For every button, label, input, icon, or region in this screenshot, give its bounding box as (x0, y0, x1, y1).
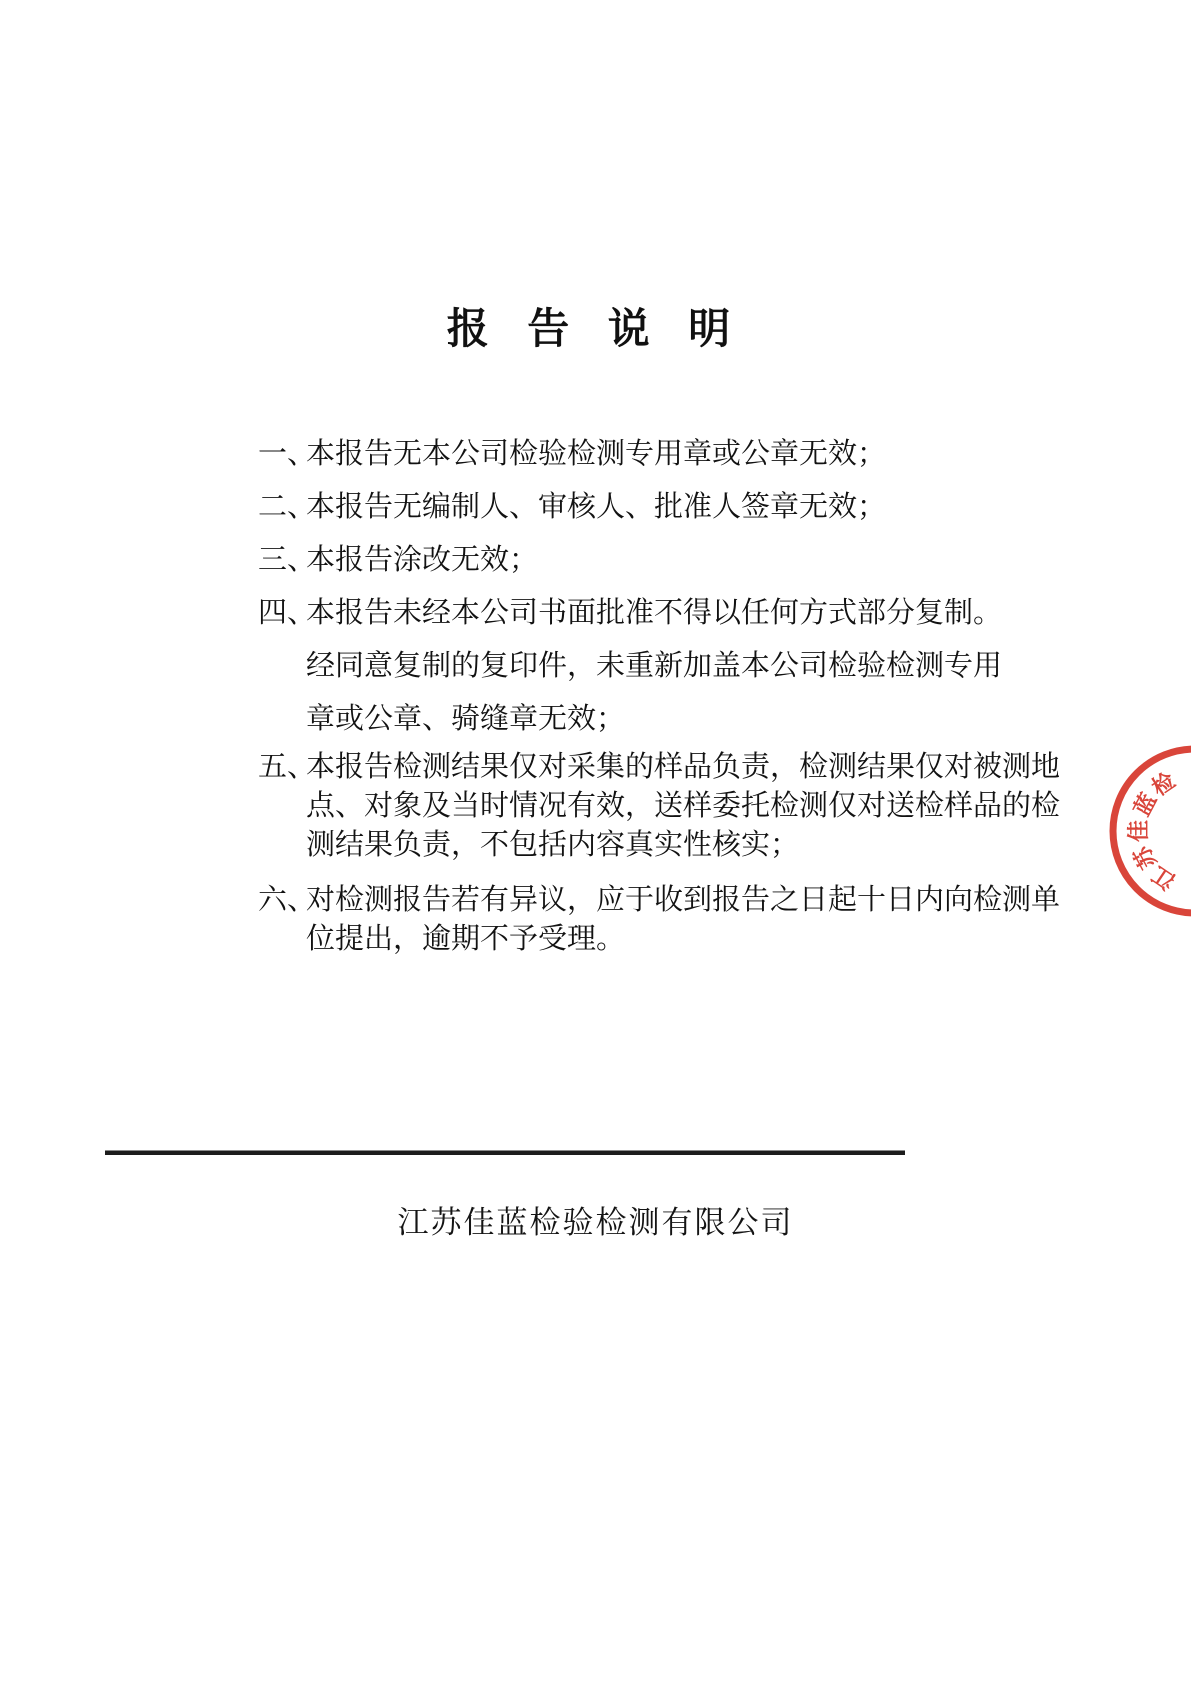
seal-char: 江 (1147, 861, 1180, 895)
list-item-5 (258, 748, 1061, 865)
item-text: 位提出，逾期不予受理。 (306, 923, 626, 955)
seal-icon (1106, 742, 1191, 920)
item-number: 一、 (258, 438, 317, 470)
item-number: 五、 (258, 751, 317, 783)
item-text: 章或公章、骑缝章无效； (306, 703, 626, 735)
item-text: 经同意复制的复印件，未重新加盖本公司检验检测专用 (306, 650, 1003, 682)
list-item-4 (258, 587, 1003, 746)
item-text: 本报告无编制人、审核人、批准人签章无效； (306, 491, 887, 523)
item-text: 本报告无本公司检验检测专用章或公章无效； (306, 438, 887, 470)
list-item-3 (258, 534, 998, 587)
item-number: 三、 (258, 544, 317, 576)
page-title: 报 告 说 明 (446, 307, 745, 353)
item-number: 六、 (258, 884, 317, 916)
item-text: 对检测报告若有异议，应于收到报告之日起十日内向检测单 (306, 884, 1061, 916)
item-text: 本报告未经本公司书面批准不得以任何方式部分复制。 (306, 597, 1003, 629)
seal-char: 蓝 (1128, 788, 1162, 821)
list-item-6 (258, 881, 1061, 959)
item-text: 本报告检测结果仅对采集的样品负责，检测结果仅对被测地 (306, 751, 1061, 783)
list-item-2 (258, 481, 998, 534)
company-seal-stamp (1106, 742, 1191, 920)
item-text: 测结果负责，不包括内容真实性核实； (306, 829, 800, 861)
notes-list (258, 428, 1061, 959)
seal-char: 佳 (1126, 819, 1151, 843)
item-number: 四、 (258, 597, 317, 629)
footer-divider-line (105, 1150, 905, 1155)
item-text: 本报告涂改无效； (306, 544, 539, 576)
seal-char: 苏 (1128, 841, 1162, 874)
item-number: 二、 (258, 491, 317, 523)
seal-char: 检 (1147, 767, 1180, 801)
item-text: 点、对象及当时情况有效，送样委托检测仅对送检样品的检 (306, 790, 1061, 822)
company-name: 江苏佳蓝检验检测有限公司 (397, 1205, 794, 1240)
list-item-1 (258, 428, 998, 481)
